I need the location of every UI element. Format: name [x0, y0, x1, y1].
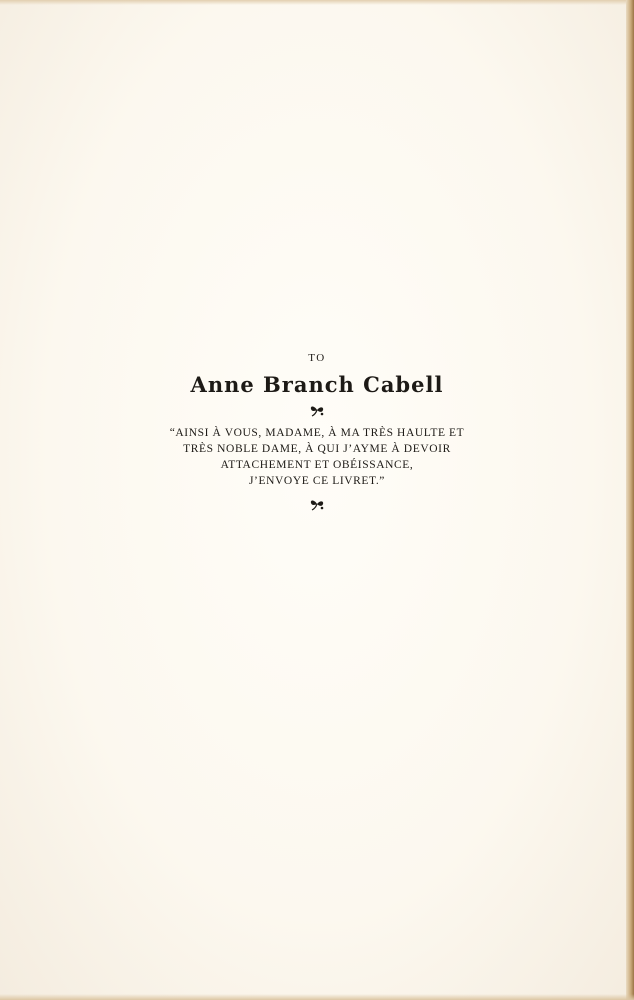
quote-line: J’ENVOYE CE LIVRET.” [248, 475, 386, 487]
fleuron-icon [0, 497, 634, 513]
quote-line: TRÈS NOBLE DAME, À QUI J’AYME À DEVOIR [183, 443, 451, 455]
page-edge-top [0, 0, 634, 5]
page-edge-bottom [0, 994, 634, 1000]
quote-line: “AINSI À VOUS, MADAME, À MA TRÈS HAULTE ET [169, 427, 465, 439]
quote-line: ATTACHEMENT ET OBÉISSANCE, [220, 459, 414, 471]
dedication-block [0, 352, 634, 513]
dedication-quote [137, 425, 497, 489]
dedication-to: TO [308, 352, 326, 364]
fleuron-icon [0, 403, 634, 419]
dedicatee-name: Anne Branch Cabell [190, 372, 444, 397]
